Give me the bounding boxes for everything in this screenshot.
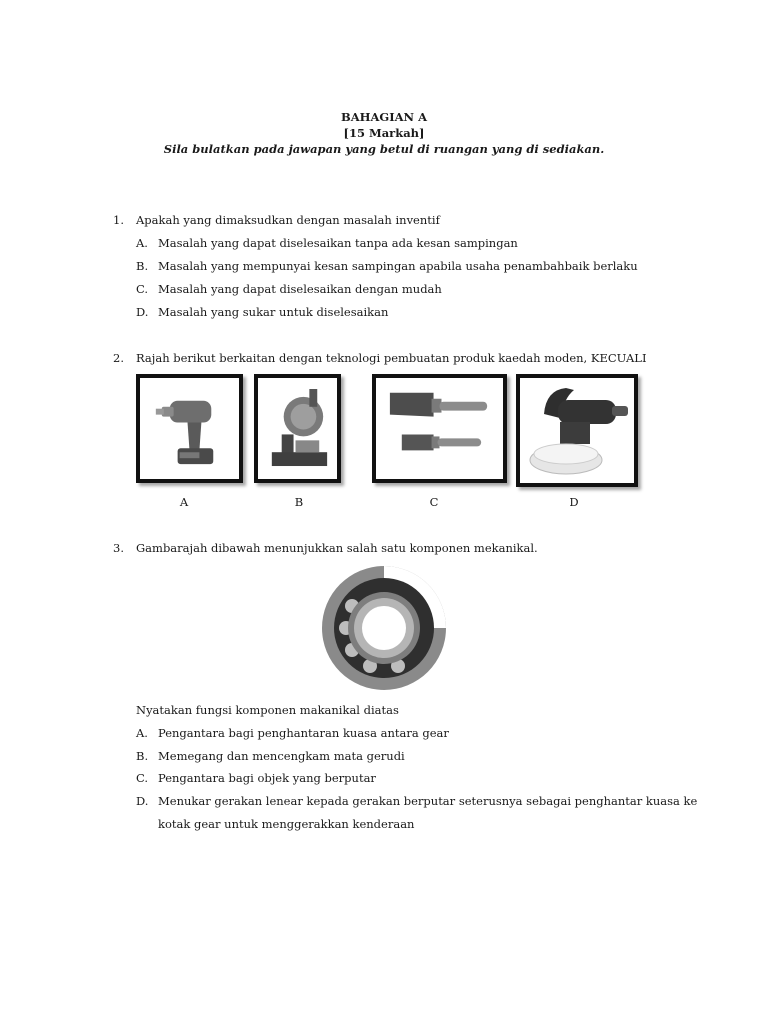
option-letter[interactable]: B.: [136, 749, 149, 763]
image-label-a: A: [179, 495, 189, 509]
option-text[interactable]: Pengantara bagi objek yang berputar: [158, 771, 376, 785]
chop-saw-image[interactable]: [254, 374, 341, 483]
image-label-d: D: [569, 495, 579, 509]
option-letter[interactable]: A.: [136, 236, 148, 250]
section-header: [0, 109, 768, 157]
option-letter[interactable]: C.: [136, 771, 149, 785]
polisher-image[interactable]: [516, 374, 638, 487]
question-text: Gambarajah dibawah menunjukkan salah satu komponen mekanikal.: [136, 541, 538, 555]
image-label-c: C: [429, 495, 439, 509]
question-number: 2.: [113, 351, 124, 365]
option-text[interactable]: Masalah yang sukar untuk diselesaikan: [158, 305, 389, 319]
option-text[interactable]: Masalah yang dapat diselesaikan tanpa ada kesan sampingan: [158, 236, 518, 250]
question-text: Apakah yang dimaksudkan dengan masalah inventif: [136, 213, 440, 227]
option-letter[interactable]: D.: [136, 305, 149, 319]
question-text: Rajah berikut berkaitan dengan teknologi pembuatan produk kaedah moden, KECUALI: [136, 351, 647, 365]
option-letter[interactable]: B.: [136, 259, 149, 273]
section-title: BAHAGIAN A: [341, 110, 427, 124]
polisher-icon: [520, 378, 634, 483]
ball-bearing-icon: [318, 562, 450, 694]
option-text[interactable]: Masalah yang mempunyai kesan sampingan apabila usaha penambahbaik berlaku: [158, 259, 638, 273]
question-prompt: Nyatakan fungsi komponen makanikal diatas: [136, 703, 399, 717]
cordless-drill-icon: [140, 378, 239, 479]
option-text[interactable]: Pengantara bagi penghantaran kuasa antara gear: [158, 726, 449, 740]
paint-brush-icon: [376, 378, 503, 479]
section-instruction: Sila bulatkan pada jawapan yang betul di ruangan yang di sediakan.: [163, 142, 605, 156]
option-letter[interactable]: A.: [136, 726, 148, 740]
question-number: 3.: [113, 541, 124, 555]
section-marks: [15 Markah]: [343, 126, 425, 140]
option-text[interactable]: Masalah yang dapat diselesaikan dengan mudah: [158, 282, 442, 296]
option-text[interactable]: Menukar gerakan lenear kepada gerakan berputar seterusnya sebagai penghantar kuasa ke: [158, 794, 698, 808]
option-letter[interactable]: C.: [136, 282, 149, 296]
cordless-drill-image[interactable]: [136, 374, 243, 483]
paint-brushes-image[interactable]: [372, 374, 507, 483]
chop-saw-icon: [258, 378, 337, 479]
image-label-b: B: [294, 495, 304, 509]
option-text[interactable]: Memegang dan mencengkam mata gerudi: [158, 749, 405, 763]
ball-bearing-image: [318, 562, 450, 694]
option-letter[interactable]: D.: [136, 794, 149, 808]
question-number: 1.: [113, 213, 124, 227]
option-text-continuation[interactable]: kotak gear untuk menggerakkan kenderaan: [158, 817, 415, 831]
